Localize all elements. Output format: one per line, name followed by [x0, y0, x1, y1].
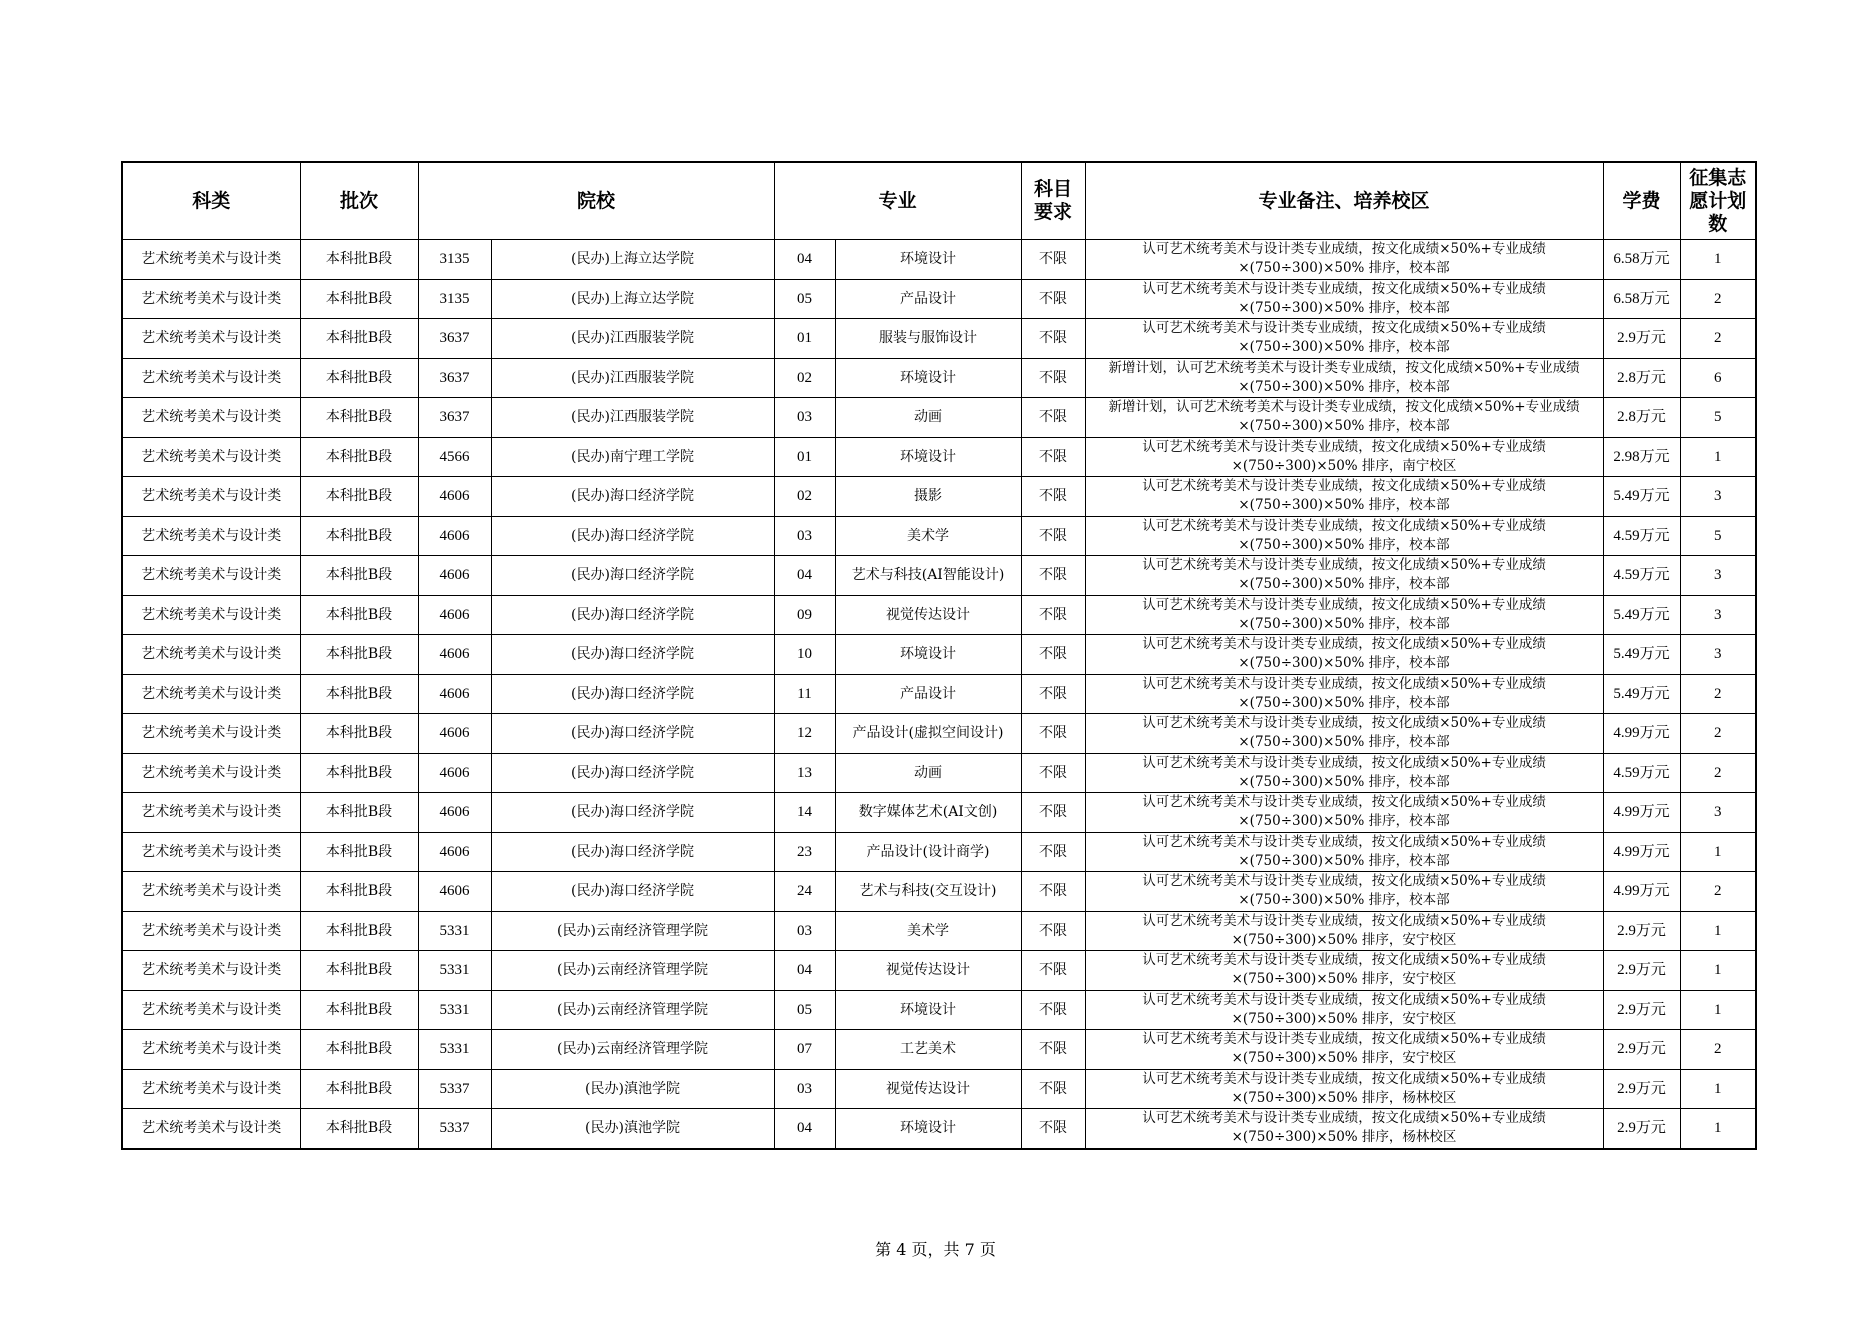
table-row: [122, 319, 1756, 359]
cell-subject-requirement: 不限: [1021, 516, 1085, 556]
cell-batch: 本科批B段: [300, 990, 418, 1030]
cell-batch: 本科批B段: [300, 1030, 418, 1070]
header-notes-campus: 专业备注、培养校区: [1085, 162, 1603, 240]
cell-note-campus: 认可艺术统考美术与设计类专业成绩，按文化成绩×50%+专业成绩×(750÷300)×50% 排序，校本部: [1085, 556, 1603, 596]
cell-major-code: 14: [774, 793, 835, 833]
cell-tuition: 2.98万元: [1603, 437, 1680, 477]
cell-tuition: 2.9万元: [1603, 1030, 1680, 1070]
cell-school-code: 3135: [418, 279, 491, 319]
cell-category: 艺术统考美术与设计类: [122, 595, 300, 635]
cell-category: 艺术统考美术与设计类: [122, 872, 300, 912]
cell-category: 艺术统考美术与设计类: [122, 319, 300, 359]
cell-tuition: 4.59万元: [1603, 516, 1680, 556]
cell-note-campus: 新增计划，认可艺术统考美术与设计类专业成绩，按文化成绩×50%+专业成绩×(750÷300)×50% 排序，校本部: [1085, 398, 1603, 438]
cell-plan-count: 1: [1680, 240, 1756, 280]
cell-school-name: (民办)滇池学院: [491, 1069, 774, 1109]
cell-note-campus: 认可艺术统考美术与设计类专业成绩，按文化成绩×50%+专业成绩×(750÷300)×50% 排序，校本部: [1085, 793, 1603, 833]
cell-major-code: 04: [774, 240, 835, 280]
cell-category: 艺术统考美术与设计类: [122, 1109, 300, 1149]
cell-batch: 本科批B段: [300, 674, 418, 714]
cell-subject-requirement: 不限: [1021, 556, 1085, 596]
table-row: [122, 595, 1756, 635]
cell-subject-requirement: 不限: [1021, 674, 1085, 714]
cell-major-name: 环境设计: [835, 990, 1021, 1030]
cell-major-code: 10: [774, 635, 835, 675]
cell-school-name: (民办)海口经济学院: [491, 793, 774, 833]
table-row: [122, 872, 1756, 912]
cell-subject-requirement: 不限: [1021, 398, 1085, 438]
cell-batch: 本科批B段: [300, 1069, 418, 1109]
cell-tuition: 5.49万元: [1603, 477, 1680, 517]
cell-major-code: 02: [774, 477, 835, 517]
cell-school-code: 4606: [418, 516, 491, 556]
cell-tuition: 2.9万元: [1603, 1069, 1680, 1109]
cell-major-name: 视觉传达设计: [835, 951, 1021, 991]
cell-major-name: 动画: [835, 398, 1021, 438]
cell-plan-count: 3: [1680, 556, 1756, 596]
cell-major-name: 产品设计: [835, 279, 1021, 319]
cell-plan-count: 2: [1680, 872, 1756, 912]
cell-category: 艺术统考美术与设计类: [122, 793, 300, 833]
cell-note-campus: 认可艺术统考美术与设计类专业成绩，按文化成绩×50%+专业成绩×(750÷300)×50% 排序，南宁校区: [1085, 437, 1603, 477]
cell-major-code: 12: [774, 714, 835, 754]
cell-major-name: 产品设计: [835, 674, 1021, 714]
cell-batch: 本科批B段: [300, 437, 418, 477]
cell-school-name: (民办)海口经济学院: [491, 595, 774, 635]
cell-category: 艺术统考美术与设计类: [122, 714, 300, 754]
cell-school-name: (民办)云南经济管理学院: [491, 1030, 774, 1070]
table-row: [122, 1069, 1756, 1109]
cell-school-name: (民办)海口经济学院: [491, 753, 774, 793]
table-row: [122, 674, 1756, 714]
cell-major-code: 04: [774, 556, 835, 596]
cell-batch: 本科批B段: [300, 872, 418, 912]
cell-major-code: 01: [774, 437, 835, 477]
table-row: [122, 358, 1756, 398]
cell-subject-requirement: 不限: [1021, 279, 1085, 319]
cell-tuition: 5.49万元: [1603, 595, 1680, 635]
cell-category: 艺术统考美术与设计类: [122, 911, 300, 951]
cell-plan-count: 1: [1680, 437, 1756, 477]
cell-school-code: 4606: [418, 674, 491, 714]
cell-note-campus: 认可艺术统考美术与设计类专业成绩，按文化成绩×50%+专业成绩×(750÷300)×50% 排序，校本部: [1085, 832, 1603, 872]
cell-subject-requirement: 不限: [1021, 437, 1085, 477]
cell-school-code: 4606: [418, 793, 491, 833]
cell-tuition: 4.59万元: [1603, 556, 1680, 596]
cell-plan-count: 2: [1680, 279, 1756, 319]
cell-note-campus: 认可艺术统考美术与设计类专业成绩，按文化成绩×50%+专业成绩×(750÷300)×50% 排序，安宁校区: [1085, 990, 1603, 1030]
cell-batch: 本科批B段: [300, 595, 418, 635]
cell-school-name: (民办)海口经济学院: [491, 872, 774, 912]
cell-major-code: 04: [774, 951, 835, 991]
cell-batch: 本科批B段: [300, 240, 418, 280]
cell-school-name: (民办)海口经济学院: [491, 516, 774, 556]
cell-major-name: 动画: [835, 753, 1021, 793]
header-row: [122, 162, 1756, 240]
header-school: 院校: [418, 162, 774, 240]
cell-school-name: (民办)海口经济学院: [491, 714, 774, 754]
cell-subject-requirement: 不限: [1021, 951, 1085, 991]
table-row: [122, 1030, 1756, 1070]
cell-category: 艺术统考美术与设计类: [122, 240, 300, 280]
cell-school-code: 4606: [418, 477, 491, 517]
cell-subject-requirement: 不限: [1021, 990, 1085, 1030]
cell-note-campus: 认可艺术统考美术与设计类专业成绩，按文化成绩×50%+专业成绩×(750÷300)×50% 排序，校本部: [1085, 674, 1603, 714]
cell-school-code: 3637: [418, 358, 491, 398]
cell-note-campus: 新增计划，认可艺术统考美术与设计类专业成绩，按文化成绩×50%+专业成绩×(750÷300)×50% 排序，校本部: [1085, 358, 1603, 398]
cell-category: 艺术统考美术与设计类: [122, 990, 300, 1030]
cell-school-code: 3637: [418, 398, 491, 438]
cell-note-campus: 认可艺术统考美术与设计类专业成绩，按文化成绩×50%+专业成绩×(750÷300)×50% 排序，杨林校区: [1085, 1069, 1603, 1109]
cell-category: 艺术统考美术与设计类: [122, 1069, 300, 1109]
cell-batch: 本科批B段: [300, 832, 418, 872]
cell-major-name: 环境设计: [835, 240, 1021, 280]
cell-major-name: 艺术与科技(交互设计): [835, 872, 1021, 912]
cell-school-name: (民办)海口经济学院: [491, 477, 774, 517]
cell-batch: 本科批B段: [300, 556, 418, 596]
cell-school-code: 5331: [418, 990, 491, 1030]
cell-category: 艺术统考美术与设计类: [122, 477, 300, 517]
cell-major-name: 环境设计: [835, 1109, 1021, 1149]
table-row: [122, 832, 1756, 872]
cell-subject-requirement: 不限: [1021, 635, 1085, 675]
cell-tuition: 4.99万元: [1603, 793, 1680, 833]
cell-school-name: (民办)江西服装学院: [491, 398, 774, 438]
cell-subject-requirement: 不限: [1021, 1030, 1085, 1070]
cell-subject-requirement: 不限: [1021, 319, 1085, 359]
cell-note-campus: 认可艺术统考美术与设计类专业成绩，按文化成绩×50%+专业成绩×(750÷300)×50% 排序，校本部: [1085, 753, 1603, 793]
cell-major-code: 09: [774, 595, 835, 635]
table-row: [122, 437, 1756, 477]
cell-school-name: (民办)云南经济管理学院: [491, 951, 774, 991]
cell-note-campus: 认可艺术统考美术与设计类专业成绩，按文化成绩×50%+专业成绩×(750÷300)×50% 排序，安宁校区: [1085, 951, 1603, 991]
cell-school-code: 5331: [418, 1030, 491, 1070]
cell-batch: 本科批B段: [300, 793, 418, 833]
cell-subject-requirement: 不限: [1021, 595, 1085, 635]
cell-school-name: (民办)云南经济管理学院: [491, 990, 774, 1030]
header-major: 专业: [774, 162, 1021, 240]
table-row: [122, 951, 1756, 991]
cell-tuition: 4.99万元: [1603, 714, 1680, 754]
cell-school-name: (民办)上海立达学院: [491, 240, 774, 280]
cell-school-code: 5337: [418, 1109, 491, 1149]
cell-school-code: 3637: [418, 319, 491, 359]
cell-batch: 本科批B段: [300, 398, 418, 438]
header-tuition: 学费: [1603, 162, 1680, 240]
cell-batch: 本科批B段: [300, 319, 418, 359]
cell-school-name: (民办)江西服装学院: [491, 319, 774, 359]
cell-major-name: 摄影: [835, 477, 1021, 517]
cell-school-code: 4566: [418, 437, 491, 477]
cell-major-code: 01: [774, 319, 835, 359]
cell-note-campus: 认可艺术统考美术与设计类专业成绩，按文化成绩×50%+专业成绩×(750÷300)×50% 排序，安宁校区: [1085, 1030, 1603, 1070]
cell-subject-requirement: 不限: [1021, 358, 1085, 398]
cell-plan-count: 2: [1680, 674, 1756, 714]
cell-plan-count: 5: [1680, 398, 1756, 438]
cell-school-name: (民办)上海立达学院: [491, 279, 774, 319]
cell-tuition: 2.9万元: [1603, 951, 1680, 991]
cell-batch: 本科批B段: [300, 279, 418, 319]
cell-major-name: 视觉传达设计: [835, 595, 1021, 635]
cell-plan-count: 3: [1680, 793, 1756, 833]
cell-major-name: 视觉传达设计: [835, 1069, 1021, 1109]
table-row: [122, 240, 1756, 280]
cell-plan-count: 3: [1680, 595, 1756, 635]
cell-school-code: 4606: [418, 753, 491, 793]
cell-category: 艺术统考美术与设计类: [122, 674, 300, 714]
cell-school-name: (民办)南宁理工学院: [491, 437, 774, 477]
cell-batch: 本科批B段: [300, 911, 418, 951]
cell-major-code: 03: [774, 398, 835, 438]
cell-major-code: 13: [774, 753, 835, 793]
cell-tuition: 2.8万元: [1603, 398, 1680, 438]
table-row: [122, 516, 1756, 556]
cell-major-code: 11: [774, 674, 835, 714]
page-footer: 第 4 页，共 7 页: [875, 1240, 996, 1259]
cell-major-name: 艺术与科技(AI智能设计): [835, 556, 1021, 596]
cell-subject-requirement: 不限: [1021, 714, 1085, 754]
table-row: [122, 398, 1756, 438]
cell-category: 艺术统考美术与设计类: [122, 951, 300, 991]
cell-note-campus: 认可艺术统考美术与设计类专业成绩，按文化成绩×50%+专业成绩×(750÷300)×50% 排序，校本部: [1085, 635, 1603, 675]
cell-school-code: 5331: [418, 951, 491, 991]
cell-plan-count: 1: [1680, 1109, 1756, 1149]
cell-tuition: 2.9万元: [1603, 911, 1680, 951]
table-row: [122, 714, 1756, 754]
cell-major-code: 05: [774, 990, 835, 1030]
cell-major-code: 04: [774, 1109, 835, 1149]
cell-batch: 本科批B段: [300, 951, 418, 991]
cell-tuition: 4.59万元: [1603, 753, 1680, 793]
cell-major-name: 产品设计(虚拟空间设计): [835, 714, 1021, 754]
cell-major-name: 服装与服饰设计: [835, 319, 1021, 359]
cell-plan-count: 6: [1680, 358, 1756, 398]
cell-category: 艺术统考美术与设计类: [122, 832, 300, 872]
cell-batch: 本科批B段: [300, 635, 418, 675]
cell-school-code: 4606: [418, 714, 491, 754]
header-category: 科类: [122, 162, 300, 240]
cell-plan-count: 2: [1680, 1030, 1756, 1070]
cell-major-code: 24: [774, 872, 835, 912]
cell-school-name: (民办)海口经济学院: [491, 556, 774, 596]
cell-major-code: 03: [774, 516, 835, 556]
cell-tuition: 2.8万元: [1603, 358, 1680, 398]
cell-school-code: 3135: [418, 240, 491, 280]
cell-category: 艺术统考美术与设计类: [122, 437, 300, 477]
cell-tuition: 2.9万元: [1603, 319, 1680, 359]
cell-subject-requirement: 不限: [1021, 1069, 1085, 1109]
cell-batch: 本科批B段: [300, 358, 418, 398]
header-batch: 批次: [300, 162, 418, 240]
cell-major-code: 02: [774, 358, 835, 398]
cell-note-campus: 认可艺术统考美术与设计类专业成绩，按文化成绩×50%+专业成绩×(750÷300)×50% 排序，安宁校区: [1085, 911, 1603, 951]
cell-plan-count: 2: [1680, 319, 1756, 359]
table-row: [122, 635, 1756, 675]
cell-major-name: 环境设计: [835, 635, 1021, 675]
cell-major-name: 数字媒体艺术(AI文创): [835, 793, 1021, 833]
cell-plan-count: 1: [1680, 1069, 1756, 1109]
cell-subject-requirement: 不限: [1021, 1109, 1085, 1149]
cell-school-code: 4606: [418, 635, 491, 675]
header-subject-requirement: 科目要求: [1021, 162, 1085, 240]
cell-school-code: 5331: [418, 911, 491, 951]
cell-tuition: 4.99万元: [1603, 872, 1680, 912]
table-row: [122, 990, 1756, 1030]
cell-note-campus: 认可艺术统考美术与设计类专业成绩，按文化成绩×50%+专业成绩×(750÷300)×50% 排序，校本部: [1085, 872, 1603, 912]
cell-school-code: 4606: [418, 595, 491, 635]
table-row: [122, 753, 1756, 793]
table-row: [122, 793, 1756, 833]
cell-major-code: 07: [774, 1030, 835, 1070]
cell-batch: 本科批B段: [300, 1109, 418, 1149]
cell-tuition: 2.9万元: [1603, 990, 1680, 1030]
cell-tuition: 6.58万元: [1603, 279, 1680, 319]
cell-note-campus: 认可艺术统考美术与设计类专业成绩，按文化成绩×50%+专业成绩×(750÷300)×50% 排序，校本部: [1085, 240, 1603, 280]
cell-category: 艺术统考美术与设计类: [122, 556, 300, 596]
cell-plan-count: 2: [1680, 714, 1756, 754]
cell-school-code: 4606: [418, 832, 491, 872]
cell-plan-count: 3: [1680, 477, 1756, 517]
table-body: [122, 240, 1756, 1149]
cell-tuition: 6.58万元: [1603, 240, 1680, 280]
cell-plan-count: 1: [1680, 911, 1756, 951]
cell-major-code: 03: [774, 911, 835, 951]
cell-school-code: 5337: [418, 1069, 491, 1109]
table-row: [122, 477, 1756, 517]
cell-note-campus: 认可艺术统考美术与设计类专业成绩，按文化成绩×50%+专业成绩×(750÷300)×50% 排序，校本部: [1085, 595, 1603, 635]
cell-school-name: (民办)海口经济学院: [491, 635, 774, 675]
cell-plan-count: 1: [1680, 951, 1756, 991]
header-plan-count: 征集志愿计划数: [1680, 162, 1756, 240]
cell-major-name: 环境设计: [835, 437, 1021, 477]
cell-note-campus: 认可艺术统考美术与设计类专业成绩，按文化成绩×50%+专业成绩×(750÷300)×50% 排序，校本部: [1085, 279, 1603, 319]
cell-category: 艺术统考美术与设计类: [122, 358, 300, 398]
cell-tuition: 4.99万元: [1603, 832, 1680, 872]
cell-note-campus: 认可艺术统考美术与设计类专业成绩，按文化成绩×50%+专业成绩×(750÷300)×50% 排序，校本部: [1085, 319, 1603, 359]
cell-batch: 本科批B段: [300, 477, 418, 517]
cell-category: 艺术统考美术与设计类: [122, 635, 300, 675]
cell-category: 艺术统考美术与设计类: [122, 516, 300, 556]
cell-batch: 本科批B段: [300, 753, 418, 793]
cell-subject-requirement: 不限: [1021, 911, 1085, 951]
table-row: [122, 1109, 1756, 1149]
cell-category: 艺术统考美术与设计类: [122, 1030, 300, 1070]
cell-major-name: 美术学: [835, 516, 1021, 556]
cell-major-name: 工艺美术: [835, 1030, 1021, 1070]
cell-note-campus: 认可艺术统考美术与设计类专业成绩，按文化成绩×50%+专业成绩×(750÷300)×50% 排序，校本部: [1085, 714, 1603, 754]
cell-subject-requirement: 不限: [1021, 872, 1085, 912]
cell-subject-requirement: 不限: [1021, 477, 1085, 517]
table-row: [122, 556, 1756, 596]
cell-note-campus: 认可艺术统考美术与设计类专业成绩，按文化成绩×50%+专业成绩×(750÷300)×50% 排序，校本部: [1085, 477, 1603, 517]
cell-school-name: (民办)滇池学院: [491, 1109, 774, 1149]
cell-subject-requirement: 不限: [1021, 240, 1085, 280]
admission-plan-table-wrapper: [121, 161, 1755, 1150]
cell-tuition: 2.9万元: [1603, 1109, 1680, 1149]
cell-school-name: (民办)云南经济管理学院: [491, 911, 774, 951]
cell-plan-count: 3: [1680, 635, 1756, 675]
admission-plan-table: [121, 161, 1757, 1150]
table-row: [122, 279, 1756, 319]
cell-plan-count: 1: [1680, 832, 1756, 872]
cell-major-code: 23: [774, 832, 835, 872]
table-row: [122, 911, 1756, 951]
cell-school-code: 4606: [418, 872, 491, 912]
cell-major-name: 产品设计(设计商学): [835, 832, 1021, 872]
cell-note-campus: 认可艺术统考美术与设计类专业成绩，按文化成绩×50%+专业成绩×(750÷300)×50% 排序，校本部: [1085, 516, 1603, 556]
cell-tuition: 5.49万元: [1603, 635, 1680, 675]
cell-subject-requirement: 不限: [1021, 793, 1085, 833]
cell-tuition: 5.49万元: [1603, 674, 1680, 714]
cell-major-code: 03: [774, 1069, 835, 1109]
cell-category: 艺术统考美术与设计类: [122, 279, 300, 319]
cell-category: 艺术统考美术与设计类: [122, 398, 300, 438]
cell-school-name: (民办)江西服装学院: [491, 358, 774, 398]
cell-subject-requirement: 不限: [1021, 753, 1085, 793]
cell-school-name: (民办)海口经济学院: [491, 832, 774, 872]
cell-plan-count: 1: [1680, 990, 1756, 1030]
cell-major-name: 环境设计: [835, 358, 1021, 398]
cell-batch: 本科批B段: [300, 714, 418, 754]
cell-note-campus: 认可艺术统考美术与设计类专业成绩，按文化成绩×50%+专业成绩×(750÷300)×50% 排序，杨林校区: [1085, 1109, 1603, 1149]
cell-batch: 本科批B段: [300, 516, 418, 556]
cell-major-code: 05: [774, 279, 835, 319]
cell-school-code: 4606: [418, 556, 491, 596]
cell-subject-requirement: 不限: [1021, 832, 1085, 872]
cell-plan-count: 2: [1680, 753, 1756, 793]
cell-category: 艺术统考美术与设计类: [122, 753, 300, 793]
cell-major-name: 美术学: [835, 911, 1021, 951]
cell-plan-count: 5: [1680, 516, 1756, 556]
cell-school-name: (民办)海口经济学院: [491, 674, 774, 714]
